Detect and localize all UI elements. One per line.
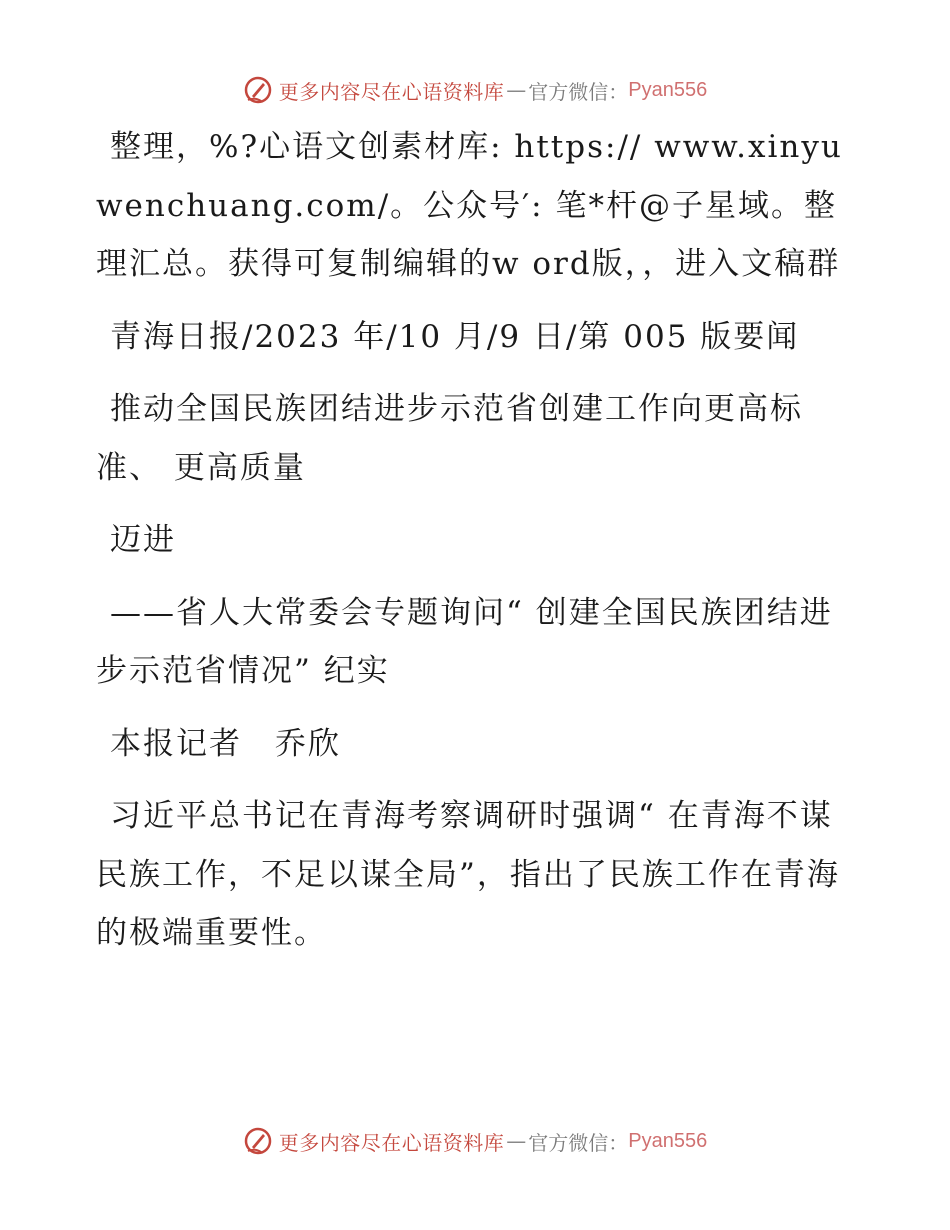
byline: 本报记者 乔欣 (110, 725, 341, 762)
banner-wechat-label: 官方微信： (528, 1130, 629, 1155)
publication-line: 青海日报/2023 年/10 月/9 日/第 005 版要闻 (110, 318, 800, 355)
quill-logo-icon (243, 75, 273, 105)
footer-watermark-banner (0, 1121, 950, 1161)
banner-separator: — (506, 1129, 527, 1153)
quill-logo-icon (243, 1126, 273, 1156)
source-note-paragraph: 整理，%?心语文创素材库: https:// www.xinyuwenchuang.com/。公众号′: 笔*杆@子星域。整理汇总。获得可复制编辑的w ord版，，进入文稿群 (96, 129, 843, 282)
headline-part-1: 推动全国民族团结进步示范省创建工作向更高标准、 更高质量 (96, 391, 803, 486)
banner-wechat-id: Pyan556 (628, 1129, 708, 1152)
banner-separator: — (506, 78, 527, 102)
subheadline: ——省人大常委会专题询问“ 创建全国民族团结进步示范省情况” 纪实 (96, 594, 833, 689)
banner-wechat-id: Pyan556 (628, 78, 708, 101)
headline-part-2: 迈进 (110, 522, 176, 558)
header-watermark-banner (0, 70, 950, 110)
banner-wechat-label: 官方微信： (528, 79, 629, 104)
body-paragraph: 习近平总书记在青海考察调研时强调“ 在青海不谋民族工作，不足以谋全局”，指出了民族工作在青海的极端重要性。 (96, 798, 840, 951)
banner-text: 更多内容尽在心语资料库 (278, 1130, 505, 1155)
banner-text: 更多内容尽在心语资料库 (278, 79, 505, 104)
document-body (96, 118, 856, 977)
